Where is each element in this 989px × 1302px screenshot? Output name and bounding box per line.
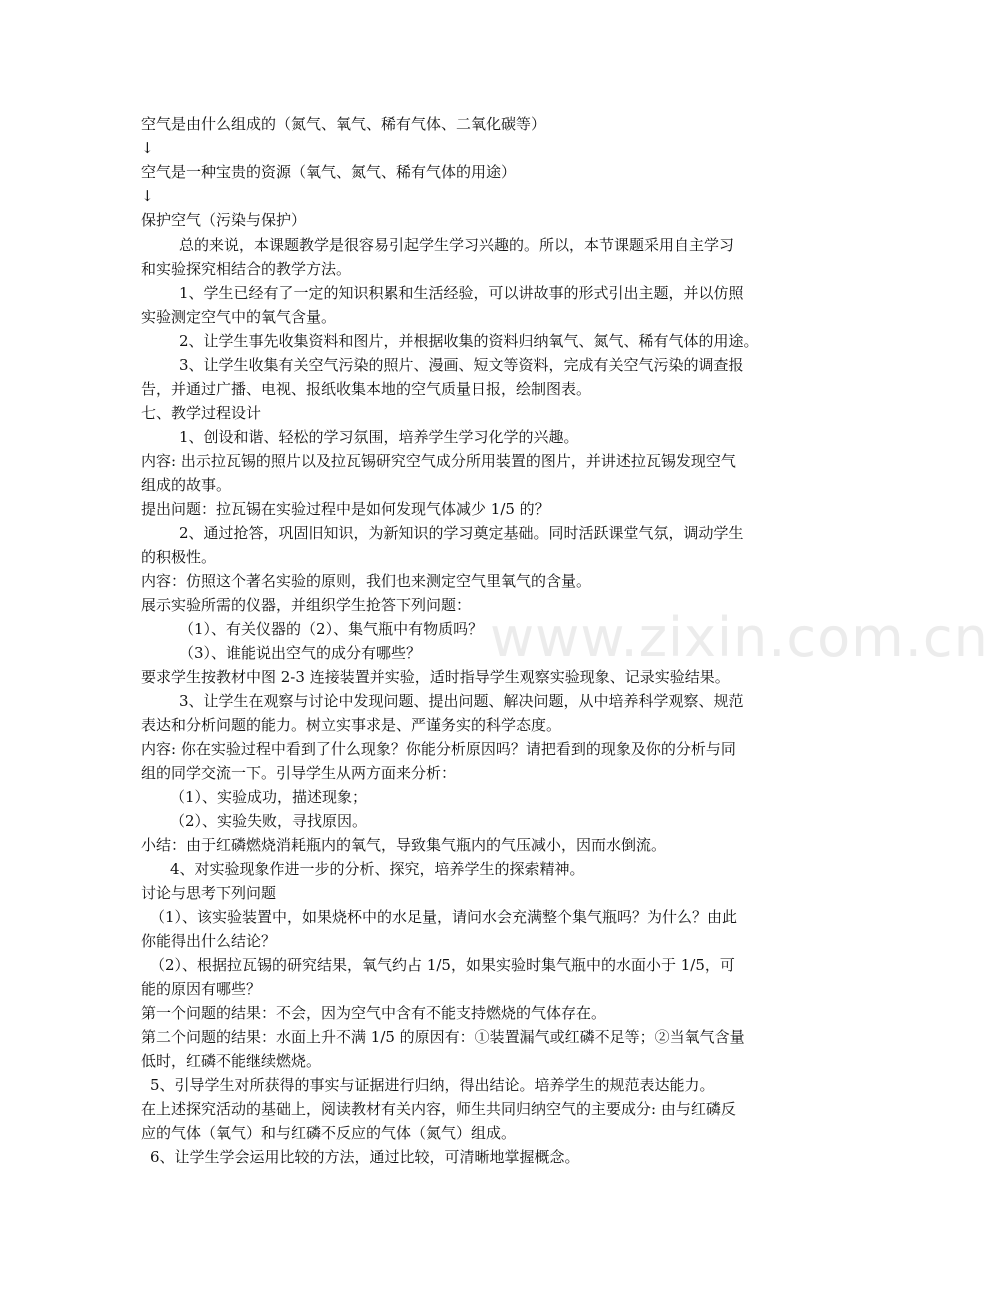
- flow-item-protection: 保护空气（污染与保护）: [141, 211, 307, 229]
- summary-line: 小结：由于红磷燃烧消耗瓶内的氧气，导致集气瓶内的气压减小，因而水倒流。: [141, 836, 667, 854]
- list-item: 3、让学生在观察与讨论中发现问题、提出问题、解决问题，从中培养科学观察、规范: [179, 692, 744, 710]
- list-item: 1、创设和谐、轻松的学习氛围，培养学生学习化学的兴趣。: [179, 428, 579, 446]
- paragraph-line: 低时，红磷不能继续燃烧。: [141, 1052, 322, 1070]
- list-item: 3、让学生收集有关空气污染的照片、漫画、短文等资料，完成有关空气污染的调查报: [179, 356, 744, 374]
- question-item: （1）、该实验装置中，如果烧杯中的水足量，请问水会充满整个集气瓶吗？为什么？由此: [150, 908, 738, 926]
- paragraph-line: 能的原因有哪些？: [141, 980, 262, 998]
- list-item: 1、学生已经有了一定的知识积累和生活经验，可以讲故事的形式引出主题，并以仿照: [179, 284, 744, 302]
- paragraph-line: 内容: 出示拉瓦锡的照片以及拉瓦锡研究空气成分所用装置的图片，并讲述拉瓦锡发现空气: [141, 452, 736, 470]
- down-arrow-icon: ↓: [141, 187, 154, 205]
- question-item: （2）、根据拉瓦锡的研究结果，氧气约占 1/5，如果实验时集气瓶中的水面小于 1/5，可: [150, 956, 735, 974]
- answer-line: 第二个问题的结果：水面上升不满 1/5 的原因有：①装置漏气或红磷不足等；②当氧气含量: [141, 1028, 745, 1046]
- watermark: www.zixin.com.cn: [490, 606, 989, 669]
- list-item: 2、让学生事先收集资料和图片，并根据收集的资料归纳氧气、氮气、稀有气体的用途。: [179, 332, 759, 350]
- down-arrow-icon: ↓: [141, 139, 154, 157]
- paragraph-line: 实验测定空气中的氧气含量。: [141, 308, 337, 326]
- paragraph-line: 表达和分析问题的能力。树立实事求是、严谨务实的科学态度。: [141, 716, 562, 734]
- paragraph-line: 组的同学交流一下。引导学生从两方面来分析：: [141, 764, 457, 782]
- paragraph-line: 在上述探究活动的基础上，阅读教材有关内容，师生共同归纳空气的主要成分: 由与红磷反: [141, 1100, 736, 1118]
- question-item: （1）、有关仪器的（2）、集气瓶中有物质吗？: [179, 620, 484, 638]
- flow-item-resource: 空气是一种宝贵的资源（氧气、氮气、稀有气体的用途）: [141, 163, 517, 181]
- paragraph-line: 的积极性。: [141, 548, 217, 566]
- paragraph-line: 组成的故事。: [141, 476, 232, 494]
- paragraph-line: 讨论与思考下列问题: [141, 884, 277, 902]
- answer-line: 第一个问题的结果：不会，因为空气中含有不能支持燃烧的气体存在。: [141, 1004, 607, 1022]
- list-item: 4、对实验现象作进一步的分析、探究，培养学生的探索精神。: [170, 860, 585, 878]
- flow-item-composition: 空气是由什么组成的（氮气、氧气、稀有气体、二氧化碳等）: [141, 115, 547, 133]
- paragraph-line: 要求学生按教材中图 2-3 连接装置并实验，适时指导学生观察实验现象、记录实验结果。: [141, 668, 730, 686]
- paragraph-line: 你能得出什么结论？: [141, 932, 277, 950]
- list-item: 5、引导学生对所获得的事实与证据进行归纳，得出结论。培养学生的规范表达能力。: [150, 1076, 715, 1094]
- paragraph-line: 总的来说，本课题教学是很容易引起学生学习兴趣的。所以，本节课题采用自主学习: [179, 236, 735, 254]
- list-item: 6、让学生学会运用比较的方法，通过比较，可清晰地掌握概念。: [150, 1148, 580, 1166]
- question-item: （2）、实验失败，寻找原因。: [170, 812, 368, 830]
- paragraph-line: 告，并通过广播、电视、报纸收集本地的空气质量日报，绘制图表。: [141, 380, 592, 398]
- paragraph-line: 应的气体（氧气）和与红磷不反应的气体（氮气）组成。: [141, 1124, 517, 1142]
- paragraph-line: 内容: 你在实验过程中看到了什么现象？你能分析原因吗？请把看到的现象及你的分析与同: [141, 740, 736, 758]
- paragraph-line: 内容：仿照这个著名实验的原则，我们也来测定空气里氧气的含量。: [141, 572, 592, 590]
- list-item: 2、通过抢答，巩固旧知识，为新知识的学习奠定基础。同时活跃课堂气氛，调动学生: [179, 524, 744, 542]
- section-heading: 七、教学过程设计: [141, 404, 262, 422]
- question-item: （3）、谁能说出空气的成分有哪些？: [179, 644, 422, 662]
- paragraph-line: 和实验探究相结合的教学方法。: [141, 260, 352, 278]
- paragraph-line: 展示实验所需的仪器，并组织学生抢答下列问题：: [141, 596, 472, 614]
- question-item: （1）、实验成功，描述现象；: [170, 788, 368, 806]
- paragraph-line: 提出问题：拉瓦锡在实验过程中是如何发现气体减少 1/5 的？: [141, 500, 550, 518]
